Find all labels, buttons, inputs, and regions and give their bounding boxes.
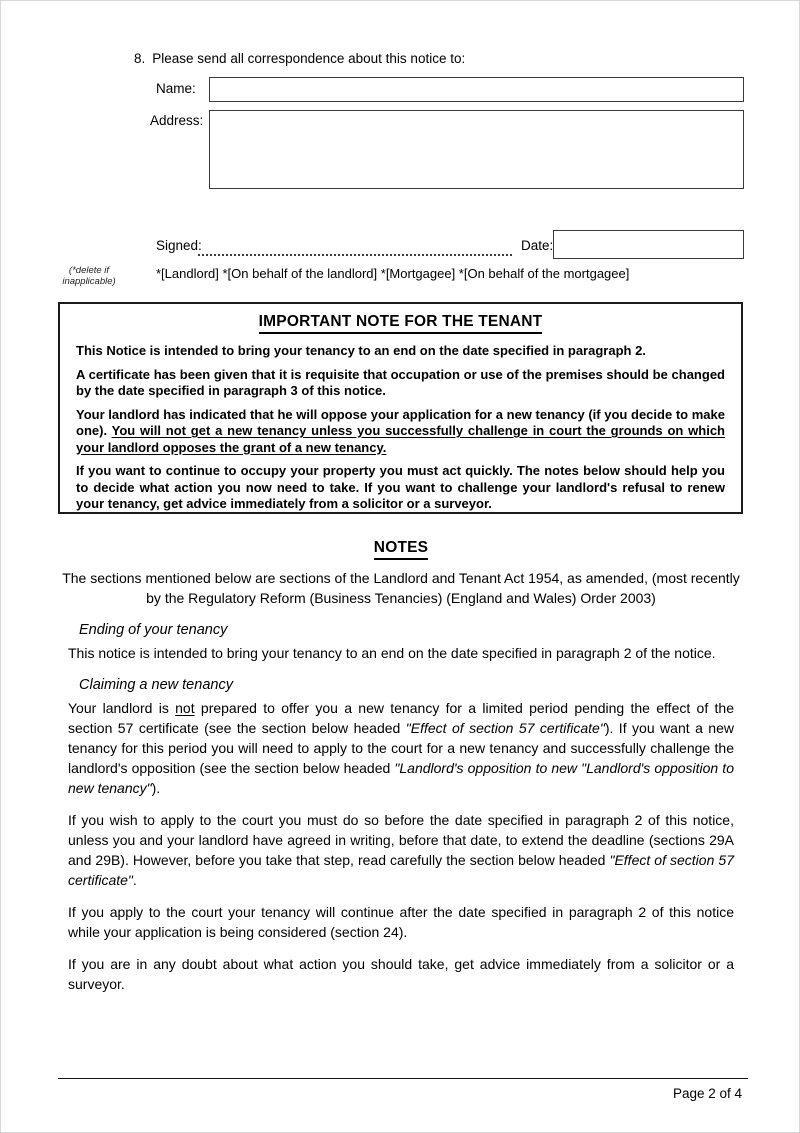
footer-divider — [58, 1078, 748, 1079]
correspondence-prompt: Please send all correspondence about this notice to: — [152, 51, 466, 66]
date-input[interactable] — [553, 230, 744, 259]
address-input[interactable] — [209, 110, 744, 189]
important-note-paragraph: A certificate has been given that it is requisite that occupation or use of the premises should be changed by the date specified in paragraph 3 of this notice. — [76, 366, 725, 398]
notes-intro: The sections mentioned below are sections of the Landlord and Tenant Act 1954, as amended, (most recently by the Regulatory Reform (Business Tenancies) (England and Wales) Order 2003) — [62, 570, 740, 606]
note-heading-ending-of-tenancy: Ending of your tenancy — [79, 622, 228, 638]
important-note-title-row — [76, 313, 725, 334]
important-note-title: IMPORTANT NOTE FOR THE TENANT — [259, 313, 543, 334]
name-input[interactable] — [209, 77, 744, 102]
note-heading-claiming-new-tenancy: Claiming a new tenancy — [79, 677, 233, 693]
important-note-paragraph: This Notice is intended to bring your tenancy to an end on the date specified in paragraph 2. — [76, 343, 646, 358]
date-label: Date: — [521, 238, 554, 253]
item-number: 8. — [134, 51, 146, 66]
name-label: Name: — [156, 81, 196, 96]
notes-section — [1, 527, 800, 1006]
page-number: Page 2 of 4 — [672, 1086, 742, 1101]
note-paragraph: If you apply to the court your tenancy will continue after the date specified in paragraph 2 of this notice while your application is being considered (section 24). — [68, 904, 734, 940]
important-note-paragraph: If you want to continue to occupy your property you must act quickly. The notes below should help you to decide what action you now need to take. If you want to challenge your landlord's refusal to renew your tenancy, get advice immediately from a solicitor or a surveyor. — [76, 463, 725, 511]
note-paragraph: If you are in any doubt about what action you should take, get advice immediately from a solicitor or a surveyor. — [68, 956, 734, 992]
delete-if-inapplicable-note: (*delete if inapplicable) — [62, 265, 116, 287]
important-note-box — [58, 302, 743, 514]
item-8-line — [134, 51, 465, 66]
signatory-options: *[Landlord] *[On behalf of the landlord] *[Mortgagee] *[On behalf of the mortgagee] — [156, 266, 630, 281]
signed-label: Signed: — [156, 238, 202, 253]
notes-title: NOTES — [374, 539, 428, 560]
important-note-paragraph: Your landlord has indicated that he will oppose your application for a new tenancy (if you decide to make one). You will not get a new tenancy unless you successfully challenge in court the grounds on which your landlord opposes the grant of a new tenancy. — [76, 406, 725, 455]
note-paragraph: Your landlord is not prepared to offer you a new tenancy for a limited period pending the effect of the section 57 certificate (see the section below headed "Effect of section 57 certificate"). If you want a new tenancy for this period you will need to apply to the court for a new tenancy and successfully challenge the landlord's opposition (see the section below headed "Landlord's opposition to new "Landlord's opposition to new tenancy"). — [68, 700, 734, 796]
address-label: Address: — [150, 113, 204, 128]
signature-line[interactable] — [198, 238, 512, 256]
note-paragraph: This notice is intended to bring your tenancy to an end on the date specified in paragraph 2 of the notice. — [68, 645, 716, 661]
note-paragraph: If you wish to apply to the court you must do so before the date specified in paragraph 2 of this notice, unless you and your landlord have agreed in writing, before that date, to extend the deadline (sections 29A and 29B). However, before you take that step, read carefully the section below headed "Effect of section 57 certificate". — [68, 812, 734, 888]
notes-title-row — [1, 539, 800, 560]
